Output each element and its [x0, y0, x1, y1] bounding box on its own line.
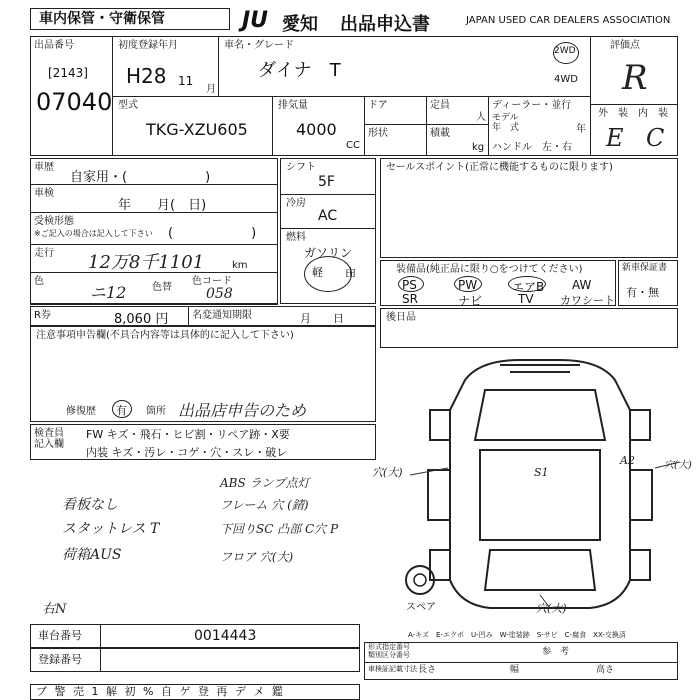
equip-sr: SR [402, 292, 418, 306]
reference-box [364, 642, 678, 680]
door-label: ドア [368, 100, 388, 111]
equip-pw: PW [458, 278, 478, 292]
model-year-label: モデル 年 式 [492, 113, 520, 133]
shape-label: 形状 [368, 128, 388, 139]
color-change-label: 色替 [152, 282, 172, 293]
equipment-label: 装備品(純正品に限り○をつけてください) [396, 264, 583, 275]
equip-aw: AW [572, 278, 592, 292]
inspection-label: 車検 [34, 188, 54, 199]
car-diagram [390, 350, 690, 635]
era-year: H28 [126, 64, 167, 88]
drive-2wd: 2WD [554, 46, 576, 56]
repair-location-label: 箇所 [146, 406, 166, 417]
ac-value: AC [318, 208, 338, 224]
height-label: 高さ [596, 665, 615, 675]
form-title: 出品申込書 [340, 14, 430, 35]
handle-label: ハンドル 左・右 [492, 142, 572, 153]
ext-int-label: 外 装 内 装 [598, 108, 668, 119]
note-studless: スタットレス T [62, 521, 160, 537]
name-change-label: 名変通知期限 [192, 310, 252, 321]
lot-label: 出品番号 [34, 40, 74, 51]
note-no-sign: 看板なし [62, 497, 118, 513]
mileage-label: 走行 [34, 248, 54, 259]
history-label: 車歴 [34, 162, 54, 173]
car-name: ダイナ T [258, 60, 341, 81]
score-value: R [622, 58, 648, 98]
mileage-unit: km [232, 260, 248, 271]
diagram-s1: S1 [534, 466, 549, 479]
receipt-value: ( ) [168, 226, 257, 241]
length-label: 長さ [418, 665, 437, 675]
bottom-stamp-labels: ブ 警 売 1 解 初 % 自 ゲ 登 再 デ メ 鑑 [36, 685, 285, 698]
note-cargo: 荷箱AUS [62, 547, 122, 563]
warranty-label: 新車保証書 [622, 263, 668, 273]
shift-label: シフト [286, 162, 316, 173]
damage-legend: A-キズ E-エクボ U-凹み W-塗装跡 S-サビ C-腐食 XX-交換済 [408, 631, 626, 639]
car-name-label: 車名・グレード [224, 40, 294, 51]
color-value: ニ12 [90, 283, 127, 302]
first-reg-label: 初度登録年月 [118, 40, 178, 51]
diagram-note-left: 穴(大) [372, 466, 403, 479]
note-right: 右N [42, 602, 67, 617]
mileage-value: 12万8千1101 [88, 252, 205, 273]
repair-location: 出品店申告のため [178, 401, 307, 420]
score-label: 評価点 [610, 40, 640, 51]
drive-4wd: 4WD [554, 74, 578, 85]
airbag-circle [508, 276, 546, 292]
equip-tv: TV [518, 292, 534, 306]
equip-leather: カワシート [560, 294, 615, 307]
note-frame: フレーム 穴 (錆) [220, 498, 309, 512]
dealer-label: ディーラー・並行 [492, 100, 572, 111]
sales-point-label: セールスポイント(正常に機能するものに限ります) [386, 162, 613, 173]
displacement: 4000 [296, 120, 337, 139]
spare-label: スペア [406, 602, 436, 613]
notes-label: 注意事項申告欄(不具合内容等は具体的に記入して下さい) [36, 330, 294, 341]
displacement-label: 排気量 [278, 100, 308, 111]
after-items-label: 後日品 [386, 312, 416, 323]
chassis-value: 0014443 [194, 628, 257, 644]
equip-airbag: エアB [512, 280, 545, 294]
interior-row: 内装 キズ・汚レ・コゲ・穴・スレ・破レ [86, 446, 288, 459]
fuel-label: 燃料 [286, 232, 306, 243]
load-label: 積載 [430, 128, 450, 139]
inspector-label: 検査員 記入欄 [34, 428, 64, 450]
persons-unit: 人 [476, 112, 486, 123]
repair-label: 修復歴 [66, 406, 96, 417]
reference-label: 参 考 [542, 647, 570, 657]
fw-row: FW キズ・飛石・ヒビ割・リペア跡・X要 [86, 428, 290, 441]
chassis-label: 車台番号 [38, 629, 82, 642]
org-name: 愛知 [282, 14, 318, 35]
recycle-label: R券 [34, 310, 51, 321]
exterior-grade: E [606, 124, 624, 152]
note-under: 下回りSC 凸部 C穴 P [220, 522, 339, 536]
after-items-box [380, 308, 678, 348]
storage-label: 車内保管・守衛保管 [39, 11, 165, 27]
color-label: 色 [34, 276, 44, 287]
color-code-label: 色コード [192, 276, 232, 287]
reg-month: 11 [178, 74, 194, 88]
note-abs: ABS ランプ点灯 [220, 476, 310, 490]
registration-label: 登録番号 [38, 653, 82, 666]
receipt-note: ※ご記入の場合は記入して下さい [34, 229, 153, 238]
color-code-value: 058 [206, 286, 233, 302]
fuel-value: ガソリン [304, 246, 353, 260]
shift-value: 5F [318, 174, 335, 190]
model-code: TKG-XZU605 [146, 120, 248, 139]
equip-ps: PS [402, 278, 417, 292]
receipt-label: 受検形態 [34, 216, 74, 227]
diagram-note-right: 穴(大) [664, 460, 692, 471]
diagram-a2: A2 [620, 454, 635, 467]
warranty-value: 有・無 [626, 286, 659, 299]
month-unit: 月 [206, 84, 216, 95]
diagram-note-bottom: 穴(大) [536, 602, 567, 615]
ju-logo: JU [242, 8, 269, 33]
pw-circle [454, 276, 482, 292]
form-class-label: 形式指定番号 類別区分番号 [368, 643, 410, 659]
model-label: 型式 [118, 100, 138, 111]
recycle-value: 8,060 円 [114, 312, 169, 327]
lot-number: 07040 [36, 88, 113, 116]
width-label: 幅 [510, 665, 520, 675]
kg-unit: kg [472, 142, 485, 153]
year-unit: 年 [576, 124, 586, 135]
lot-sub: [2143] [48, 66, 88, 80]
fuel-alt: 軽 由 [312, 266, 356, 279]
repair-value: 有 [116, 404, 127, 417]
cc-unit: CC [346, 140, 360, 151]
capacity-label: 定員 [430, 100, 450, 111]
history-value: 自家用・( ) [70, 170, 211, 185]
inspection-value: 年 月( 日) [118, 198, 207, 213]
interior-grade: C [646, 124, 665, 152]
storage-label-box [30, 8, 230, 30]
ps-circle [398, 276, 424, 292]
english-name: JAPAN USED CAR DEALERS ASSOCIATION [466, 15, 671, 26]
dimension-label: 車検証記載寸法 [368, 665, 417, 673]
sales-point-box [380, 158, 678, 258]
equip-navi: ナビ [458, 294, 483, 308]
name-change-value: 月 日 [300, 312, 344, 325]
note-floor: フロア 穴(大) [220, 550, 294, 564]
ac-label: 冷房 [286, 198, 306, 209]
